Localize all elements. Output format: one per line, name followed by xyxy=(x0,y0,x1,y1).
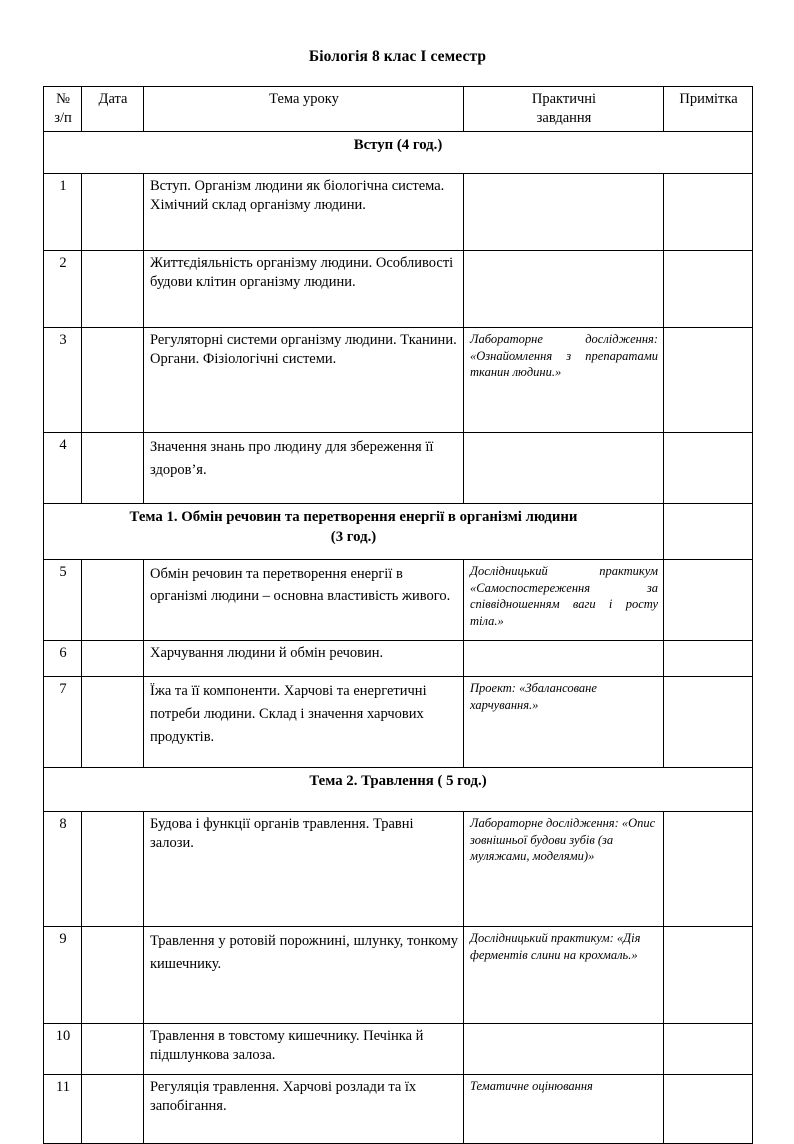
row-note xyxy=(664,251,753,328)
row-number: 1 xyxy=(44,174,82,251)
section-header-topic2-label: Тема 2. Травлення ( 5 год.) xyxy=(44,768,753,812)
row-theme: Харчування людини й обмін речовин. xyxy=(144,641,464,677)
row-note xyxy=(664,1024,753,1075)
section-header-intro-label: Вступ (4 год.) xyxy=(44,132,753,174)
row-practical-task: Лабораторне дослідження: «Опис зовнішньої будови зубів (за муляжами, моделями)» xyxy=(464,812,664,927)
section-header-topic1-note-cell xyxy=(664,504,753,560)
row-date xyxy=(82,927,144,1024)
column-header-date: Дата xyxy=(82,86,144,132)
row-practical-task xyxy=(464,641,664,677)
row-practical-task: Дослідницький практикум: «Дія ферментів слини на крохмаль.» xyxy=(464,927,664,1024)
table-row xyxy=(44,560,753,641)
row-practical-task: Проект: «Збалансоване харчування.» xyxy=(464,677,664,768)
row-number: 5 xyxy=(44,560,82,641)
row-theme: Обмін речовин та перетворення енергії в організмі людини – основна властивість живого. xyxy=(144,560,464,641)
row-note xyxy=(664,433,753,504)
column-header-task-line2: завдання xyxy=(536,109,592,126)
table-header-row xyxy=(44,86,753,132)
row-date xyxy=(82,328,144,433)
row-practical-task xyxy=(464,1024,664,1075)
row-number: 11 xyxy=(44,1075,82,1144)
column-header-number-line2: з/п xyxy=(54,109,72,126)
row-practical-task: Дослідницький практикум «Самоспостереження за співвідношенням ваги і росту тіла.» xyxy=(464,560,664,641)
row-practical-task: Тематичне оцінювання xyxy=(464,1075,664,1144)
row-date xyxy=(82,174,144,251)
row-number: 3 xyxy=(44,328,82,433)
table-row xyxy=(44,433,753,504)
row-theme: Регуляція травлення. Харчові розлади та їх запобігання. xyxy=(144,1075,464,1144)
section-header-topic1 xyxy=(44,504,753,560)
section-header-topic1-label xyxy=(44,504,664,560)
row-practical-task: Лабораторне дослідження: «Ознайомлення з препаратами тканин людини.» xyxy=(464,328,664,433)
row-date xyxy=(82,1024,144,1075)
column-header-number xyxy=(44,86,82,132)
section-header-intro xyxy=(44,132,753,174)
section-header-topic1-line1: Тема 1. Обмін речовин та перетворення енергії в організмі людини xyxy=(129,509,578,526)
row-number: 10 xyxy=(44,1024,82,1075)
table-row xyxy=(44,251,753,328)
table-row xyxy=(44,812,753,927)
column-header-theme: Тема уроку xyxy=(144,86,464,132)
section-header-topic1-line2: (3 год.) xyxy=(330,528,377,545)
row-theme: Їжа та її компоненти. Харчові та енергетичні потреби людини. Склад і значення харчових продуктів. xyxy=(144,677,464,768)
column-header-practical-task xyxy=(464,86,664,132)
row-theme: Травлення у ротовій порожнині, шлунку, тонкому кишечнику. xyxy=(144,927,464,1024)
row-date xyxy=(82,433,144,504)
row-practical-task xyxy=(464,251,664,328)
row-theme: Травлення в товстому кишечнику. Печінка й підшлункова залоза. xyxy=(144,1024,464,1075)
table-row xyxy=(44,677,753,768)
row-number: 9 xyxy=(44,927,82,1024)
row-theme: Вступ. Організм людини як біологічна система. Хімічний склад організму людини. xyxy=(144,174,464,251)
row-number: 7 xyxy=(44,677,82,768)
row-note xyxy=(664,812,753,927)
column-header-number-line1: № xyxy=(56,90,70,107)
row-note xyxy=(664,560,753,641)
row-note xyxy=(664,677,753,768)
row-theme: Життєдіяльність організму людини. Особливості будови клітин організму людини. xyxy=(144,251,464,328)
row-note xyxy=(664,927,753,1024)
row-practical-task xyxy=(464,174,664,251)
row-number: 8 xyxy=(44,812,82,927)
page-title: Біологія 8 клас I семестр xyxy=(308,48,487,65)
row-theme: Значення знань про людину для збереження її здоров’я. xyxy=(144,433,464,504)
table-row xyxy=(44,1024,753,1075)
table-row xyxy=(44,927,753,1024)
row-number: 6 xyxy=(44,641,82,677)
table-row xyxy=(44,174,753,251)
row-note xyxy=(664,174,753,251)
row-number: 4 xyxy=(44,433,82,504)
row-number: 2 xyxy=(44,251,82,328)
section-header-topic2 xyxy=(44,768,753,812)
table-row xyxy=(44,1075,753,1144)
row-date xyxy=(82,1075,144,1144)
row-date xyxy=(82,677,144,768)
row-practical-task xyxy=(464,433,664,504)
row-date xyxy=(82,560,144,641)
table-row xyxy=(44,328,753,433)
lesson-plan-table xyxy=(43,86,753,1144)
row-theme: Регуляторні системи організму людини. Тканини. Органи. Фізіологічні системи. xyxy=(144,328,464,433)
row-note xyxy=(664,328,753,433)
table-row xyxy=(44,641,753,677)
column-header-note: Примітка xyxy=(664,86,753,132)
row-note xyxy=(664,641,753,677)
row-theme: Будова і функції органів травлення. Травні залози. xyxy=(144,812,464,927)
column-header-task-line1: Практичні xyxy=(531,90,597,107)
row-date xyxy=(82,641,144,677)
row-note xyxy=(664,1075,753,1144)
row-date xyxy=(82,251,144,328)
row-date xyxy=(82,812,144,927)
